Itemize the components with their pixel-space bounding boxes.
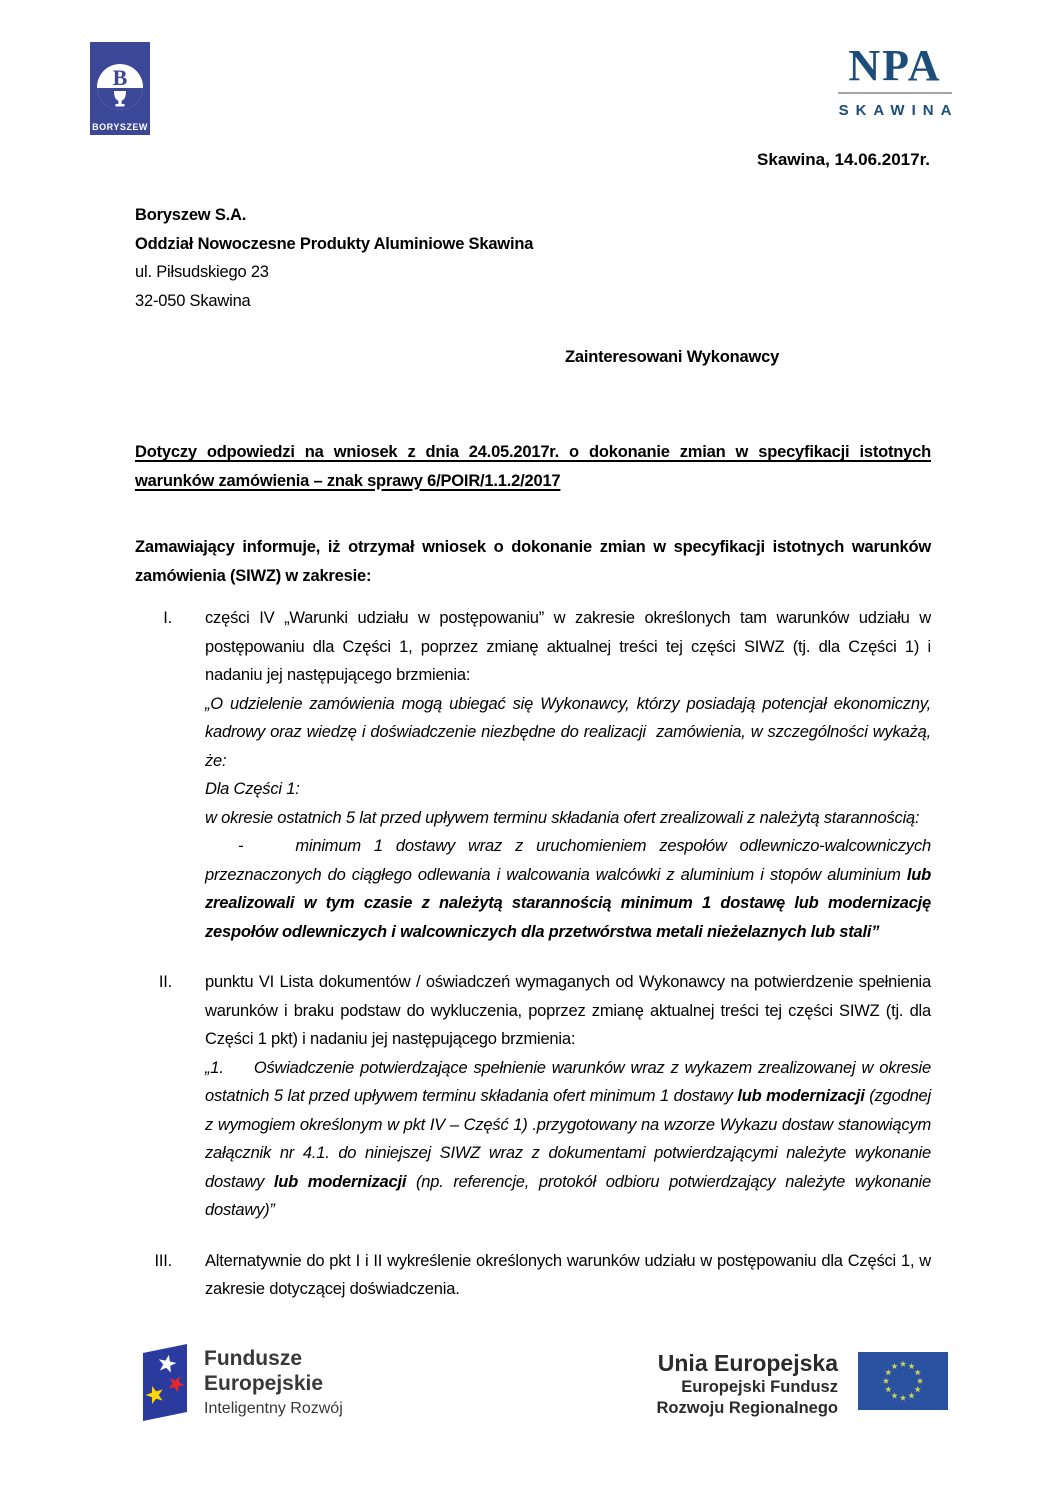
item-1-paragraph-1: części IV „Warunki udziału w postępowaniu” w zakresie określonych tam warunków udziału w postępowaniu dla Części 1, poprzez zmianę aktualnej treści tej części SIWZ (tj. dla Części 1) i nadaniu jej następującego brzmienia: [205, 609, 931, 684]
list-item-3 [135, 1247, 931, 1304]
npa-logo-divider [838, 92, 952, 94]
list-item-3-marker: III. [154, 1251, 172, 1270]
list-item-1 [135, 604, 931, 946]
boryszew-logo-label: BORYSZEW [92, 122, 148, 132]
item-2-quote-1: „1. Oświadczenie potwierdzające spełnienie warunków wraz z wykazem zrealizowanej w okresie ostatnich 5 lat przed upływem terminu składania ofert minimum 1 dostawy lub modernizacji (zgodnej z wymogiem określonym w pkt IV – Część 1) .przygotowany na wzorze Wykazu dostaw stanowiącym załącznik nr 4.1. do niniejszej SIWZ wraz z dokumentami potwierdzającymi należyte wykonanie dostawy lub modernizacji (np. referencje, protokół odbioru potwierdzający należyte wykonanie dostawy)” [205, 1058, 931, 1219]
date-line: Skawina, 14.06.2017r. [757, 150, 930, 169]
changes-list [135, 604, 931, 1326]
fundusze-title-line2: Europejskie [204, 1372, 324, 1395]
svg-text:B: B [112, 65, 128, 90]
intro-paragraph: Zamawiający informuje, iż otrzymał wniosek o dokonanie zmian w specyfikacji istotnych warunków zamówienia (SIWZ) w zakresie: [135, 538, 931, 585]
recipient-address [135, 201, 533, 315]
recipient-city: 32-050 Skawina [135, 291, 251, 310]
eu-subtitle-line2: Rozwoju Regionalnego [656, 1399, 838, 1417]
list-item-2-marker: II. [158, 973, 172, 991]
item-3-paragraph-1: Alternatywnie do pkt I i II wykreślenie określonych warunków udziału w postępowaniu dla Części 1, w zakresie dotyczącej doświadczenia. [205, 1251, 931, 1298]
boryszew-logo [90, 42, 150, 135]
list-item-1-marker: I. [163, 609, 172, 627]
fundusze-subtitle: Inteligentny Rozwój [204, 1400, 343, 1417]
item-1-quote-3: w okresie ostatnich 5 lat przed upływem terminu składania ofert zrealizowali z należytą starannością: [205, 808, 920, 827]
recipient-company: Boryszew S.A. [135, 206, 247, 224]
list-item-2 [135, 968, 931, 1225]
fundusze-title-line1: Fundusze [204, 1347, 302, 1370]
npa-logo-subtitle: SKAWINA [838, 102, 959, 119]
subject-line: Dotyczy odpowiedzi na wniosek z dnia 24.05.2017r. o dokonanie zmian w specyfikacji istotnych warunków zamówienia – znak sprawy 6/POIR/1.1.2/2017 [135, 443, 931, 490]
item-1-quote-2: Dla Części 1: [205, 780, 300, 798]
recipient-branch: Oddział Nowoczesne Produkty Aluminiowe Skawina [135, 234, 534, 253]
recipient-street: ul. Piłsudskiego 23 [135, 263, 269, 281]
salutation: Zainteresowani Wykonawcy [565, 348, 780, 366]
item-1-bullet: - minimum 1 dostawy wraz z uruchomieniem zespołów odlewniczo-walcowniczych przeznaczonych do ciągłego odlewania i walcowania walcówki z aluminium i stopów aluminium lub zrealizowali w tym czasie z należytą starannością minimum 1 dostawę lub modernizację zespołów odlewniczych i walcowniczych dla przetwórstwa metali nieżelaznych lub stali” [205, 837, 931, 941]
fundusze-flag-icon [140, 1342, 190, 1422]
fundusze-europejskie-logo [140, 1342, 343, 1422]
unia-europejska-label [657, 1350, 839, 1419]
npa-logo-title: NPA [848, 41, 942, 90]
item-2-paragraph-1: punktu VI Lista dokumentów / oświadczeń wymaganych od Wykonawcy na potwierdzenie spełnienia warunków i braku podstaw do wykluczenia, poprzez zmianę aktualnej treści tej części SIWZ (tj. dla Części 1 pkt) i nadaniu jej następującego brzmienia: [205, 973, 931, 1048]
eu-title: Unia Europejska [657, 1350, 838, 1376]
item-1-quote-1: „O udzielenie zamówienia mogą ubiegać się Wykonawcy, którzy posiadają potencjał ekonomiczny, kadrowy oraz wiedzę i doświadczenie niezbędne do realizacji zamówienia, w szczególności wykażą, że: [205, 694, 931, 770]
eu-flag-icon [858, 1352, 948, 1410]
npa-logo [836, 41, 959, 119]
eu-subtitle-line1: Europejski Fundusz [681, 1378, 838, 1396]
